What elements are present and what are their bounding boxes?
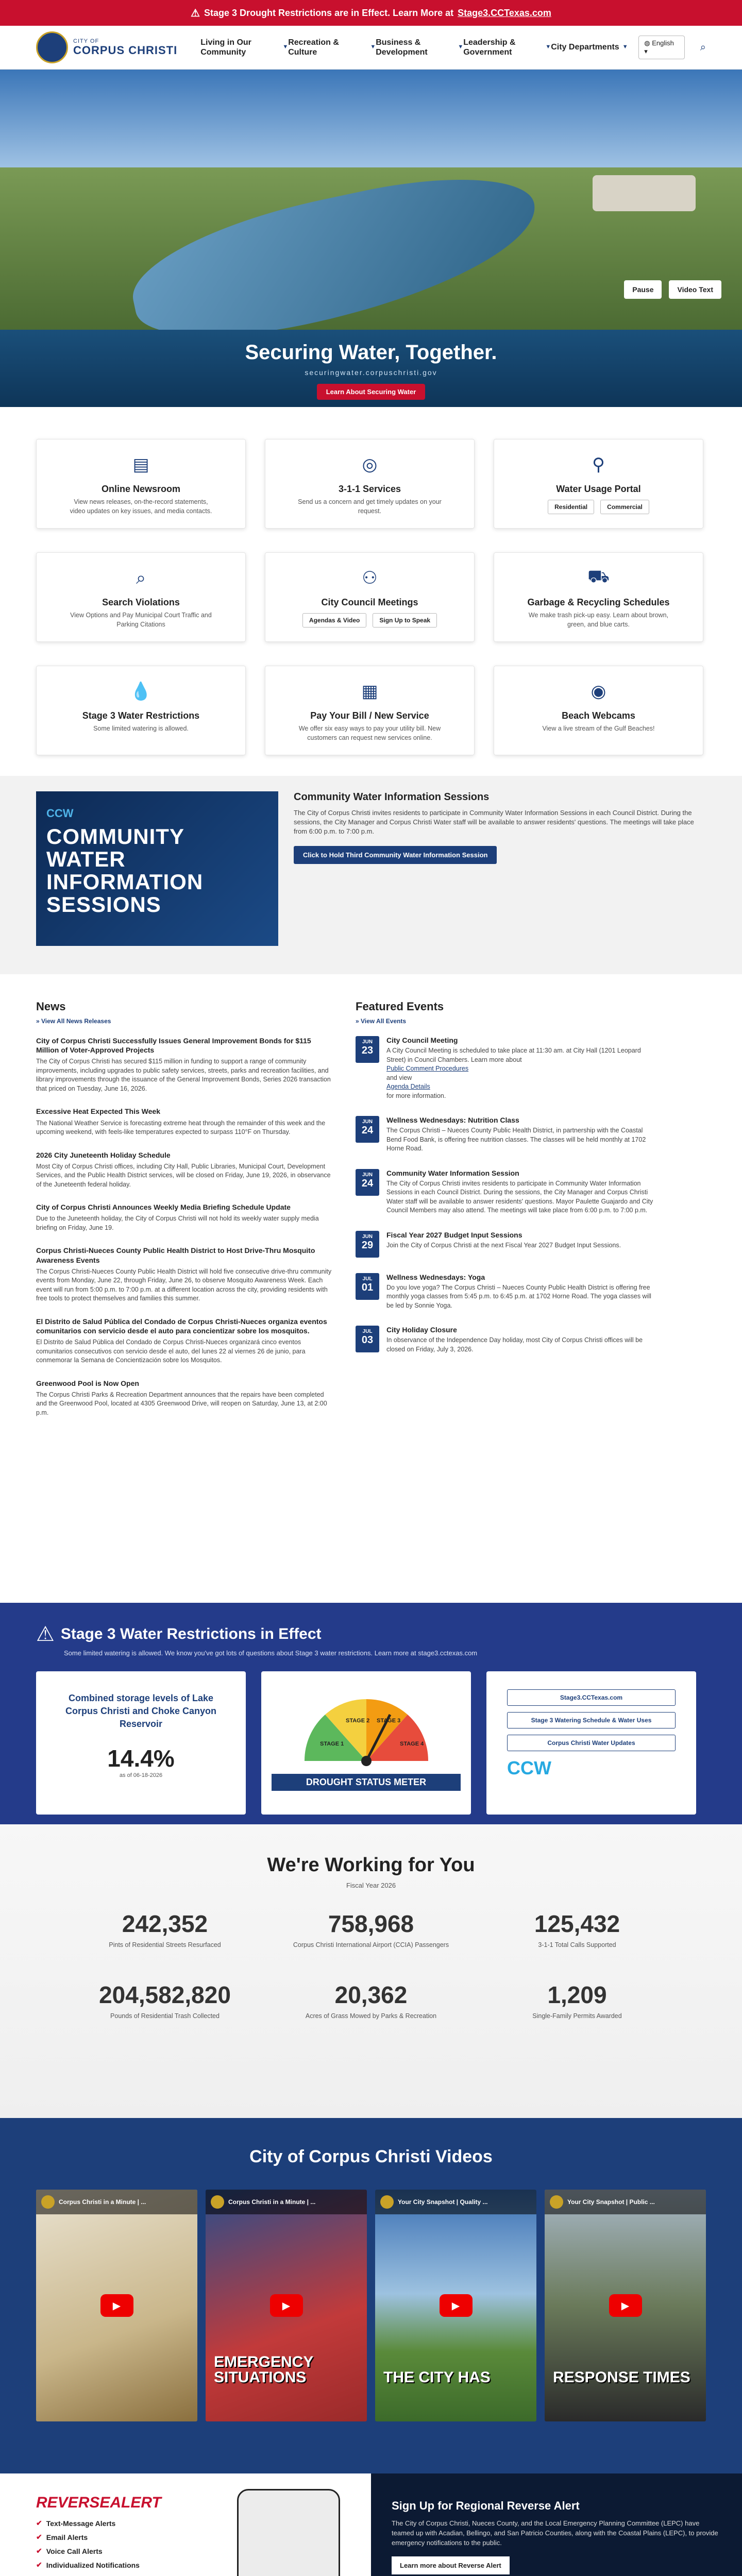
stage3-links-card [486,1671,696,1815]
video-header [36,2190,197,2214]
main-nav [200,38,638,57]
news-title[interactable]: Corpus Christi-Nueces County Public Health District to Host Drive-Thru Mosquito Awareness Events [36,1246,315,1264]
event-date [356,1326,379,1352]
event-title[interactable]: City Council Meeting [386,1036,458,1044]
event-date [356,1169,379,1196]
water-url: securingwater.corpuschristi.gov [305,368,437,377]
news-events-section [0,974,742,1603]
stage3-site-link[interactable]: Stage3.CCTexas.com [507,1689,676,1706]
faucet-icon: ⚲ [592,455,605,474]
stat-item [268,1910,474,1950]
video-title: Corpus Christi in a Minute | ... [59,2198,146,2206]
fiscal-year-label: Fiscal Year 2026 [346,1882,396,1889]
check-icon: ✔ [36,2547,42,2555]
news-title[interactable]: Greenwood Pool is Now Open [36,1379,139,1387]
meeting-icon: ⚇ [362,568,378,588]
nav-item-living[interactable] [200,38,288,57]
card-311-services[interactable] [265,439,475,529]
video-title: Your City Snapshot | Quality ... [398,2198,488,2206]
community-session-button[interactable]: Click to Hold Third Community Water Information Session [294,846,497,864]
bill-icon: ▦ [361,682,378,701]
card-title: Search Violations [102,597,180,607]
event-day: 01 [361,1281,374,1293]
newspaper-icon: ▤ [132,455,149,474]
stat-item [474,1981,680,2021]
reverse-alert-button[interactable]: Learn more about Reverse Alert [392,2556,510,2574]
card-water-usage [494,439,703,529]
news-item[interactable] [36,1317,335,1365]
event-date [356,1231,379,1258]
stat-value: 758,968 [328,1910,414,1937]
chevron-down-icon: ▼ [458,44,464,50]
video-card[interactable] [545,2190,706,2421]
news-title[interactable]: Excessive Heat Expected This Week [36,1107,160,1116]
event-body: In observance of the Independence Day holiday, most City of Corpus Christi offices will be closed on Friday, July 3, 2026. [386,1336,643,1353]
feature-label: Individualized Notifications [46,2561,140,2569]
check-icon: ✔ [36,2519,42,2527]
community-water-image [36,791,278,946]
event-item[interactable] [356,1169,654,1215]
video-header [375,2190,536,2214]
news-item[interactable] [36,1150,335,1190]
public-comment-link[interactable]: Public Comment Procedures [386,1065,469,1072]
alert-banner [0,0,742,26]
stat-value: 242,352 [122,1910,208,1937]
nav-item-departments[interactable] [551,38,638,57]
channel-avatar [550,2195,563,2209]
video-card[interactable] [36,2190,197,2421]
card-city-council [265,552,475,642]
reverse-alert-logo: REVERSEALERT [36,2494,161,2511]
hero-video [0,70,742,330]
card-title: 3-1-1 Services [338,484,401,494]
commercial-button[interactable]: Commercial [600,500,649,514]
stage3-subtitle: Some limited watering is allowed. We know you've got lots of questions about Stage 3 water restrictions. Learn more at stage3.cctexas.com [64,1649,478,1657]
event-body: Do you love yoga? The Corpus Christi – Nueces County Public Health District is offering free monthly yoga classes from 5:45 p.m. to 6:45 p.m. at 1702 Horne Road. The yoga classes will be led by Sonnie Yoga. [386,1283,651,1309]
event-title[interactable]: Wellness Wednesdays: Nutrition Class [386,1116,519,1124]
card-title: Beach Webcams [562,710,635,721]
nav-label: City Departments [551,43,619,52]
nav-label: Leadership & Government [463,38,516,57]
event-body: The City of Corpus Christi invites residents to participate in Community Water Information Sessions in each Council District. During the sessions, the City Manager and Corpus Christi Water staff will be available to answer residents' questions. Mayor Paulette Guajardo and City Council Members may also attend. The meetings will take place from 6:00 p.m. to 7:00 p.m. [386,1179,653,1214]
video-text-button[interactable]: Video Text [669,280,721,299]
video-title: Corpus Christi in a Minute | ... [228,2198,316,2206]
stat-value: 125,432 [534,1910,620,1937]
stat-label: 3-1-1 Total Calls Supported [538,1941,616,1948]
card-online-newsroom[interactable] [36,439,246,529]
agenda-details-link[interactable]: Agenda Details [386,1083,430,1090]
warning-icon: ⚠ [191,7,200,19]
card-garbage-recycling[interactable] [494,552,703,642]
card-desc: View news releases, on-the-record statements, video updates on key issues, and media contacts. [70,498,212,515]
video-caption: EMERGENCY SITUATIONS [214,2353,313,2386]
stage3-section [0,1603,742,1824]
check-icon: ✔ [36,2561,42,2569]
nav-item-recreation[interactable] [288,38,376,57]
video-header [206,2190,367,2214]
news-title[interactable]: City of Corpus Christi Successfully Issues General Improvement Bonds for $115 Million of Voter-Approved Projects [36,1037,311,1055]
stage3-title: Stage 3 Water Restrictions in Effect [60,1625,322,1642]
gauge-stage-label: STAGE 4 [399,1741,424,1747]
news-title[interactable]: City of Corpus Christi Announces Weekly Media Briefing Schedule Update [36,1203,291,1212]
stat-item [474,1910,680,1950]
water-title: Securing Water, Together. [245,341,497,364]
events-column [356,1000,654,1603]
card-search-violations[interactable] [36,552,246,642]
video-card[interactable] [206,2190,367,2421]
event-title[interactable]: Fiscal Year 2027 Budget Input Sessions [386,1230,522,1239]
securing-water-banner [0,330,742,407]
hero-sky [0,70,742,167]
drought-meter-card [261,1671,471,1815]
event-day: 03 [361,1334,374,1346]
event-body: A City Council Meeting is scheduled to take place at 11:30 am. at City Hall (1201 Leopard Street) in Council Chambers. Learn more about [386,1047,641,1063]
news-body: The National Weather Service is forecasting extreme heat through the remainder of this week and the upcoming weekend, with feels-like temperatures expected to surpass 110°F on Thursday. [36,1119,326,1136]
nav-item-business[interactable] [376,38,463,57]
view-all-news-link[interactable]: » View All News Releases [36,1018,111,1025]
event-day: 24 [361,1177,374,1189]
sign-up-speak-button[interactable]: Sign Up to Speak [373,613,437,628]
lake-levels-value: 14.4% [107,1744,175,1772]
play-icon[interactable]: ▶ [100,2294,133,2317]
news-item[interactable] [36,1107,335,1137]
stat-item [268,1981,474,2021]
nav-label: Recreation & Culture [288,38,339,57]
card-desc: Some limited watering is allowed. [93,725,189,732]
residential-button[interactable]: Residential [548,500,594,514]
event-item[interactable] [356,1116,654,1154]
community-desc: The City of Corpus Christi invites residents to participate in Community Water Information Sessions in each Council District. During the sessions, the City Manager and Corpus Christi Water staff will be available to answer residents' questions. The meetings will take place from 6:00 p.m. to 7:00 p.m. [294,809,694,836]
news-item[interactable] [36,1036,335,1093]
video-card[interactable] [375,2190,536,2421]
event-month: JUN [362,1039,373,1045]
logo-small-text: CITY OF [73,38,99,44]
events-heading: Featured Events [356,1000,444,1013]
videos-title: City of Corpus Christi Videos [249,2147,493,2166]
stat-item [62,1910,268,1950]
feature-label: Email Alerts [46,2533,88,2541]
event-month: JUN [362,1119,373,1125]
alert-link[interactable]: Stage3.CCTexas.com [458,7,551,18]
service-cards [0,407,742,776]
play-icon[interactable]: ▶ [440,2294,473,2317]
event-month: JUN [362,1233,373,1240]
stat-value: 1,209 [547,1981,607,2008]
learn-water-button[interactable]: Learn About Securing Water [317,384,426,400]
news-body: Most City of Corpus Christi offices, including City Hall, Public Libraries, Municipal Court, Development Services, and the Public Health District services, will be closed on Friday, June 19, 2026, in observance of the Juneteenth federal holiday. [36,1162,331,1188]
agendas-video-button[interactable]: Agendas & Video [302,613,366,628]
channel-avatar [211,2195,224,2209]
news-title[interactable]: El Distrito de Salud Pública del Condado de Corpus Christi-Nueces organiza eventos comunitarios con servicio desde el auto para concientizar sobre los mosquitos. [36,1317,327,1335]
stat-label: Pounds of Residential Trash Collected [110,2012,220,2020]
truck-icon: ⛟ [587,567,610,586]
stat-label: Single-Family Permits Awarded [532,2012,622,2020]
water-updates-link[interactable]: Corpus Christi Water Updates [507,1735,676,1751]
event-title[interactable]: Community Water Information Session [386,1168,519,1177]
alert-text: Stage 3 Drought Restrictions are in Effect. Learn More at [204,7,454,18]
event-date [356,1273,379,1300]
card-pay-bill[interactable] [265,666,475,755]
nav-label: Living in Our Community [200,38,251,57]
news-body: The Corpus Christi Parks & Recreation Department announces that the repairs have been completed and the Greenwood Pool, located at 4305 Greenwood Drive, will reopen on Saturday, June 13, at 2:00 p.m. [36,1391,327,1416]
event-item[interactable] [356,1273,654,1311]
drop-icon: 💧 [130,682,152,701]
event-item[interactable] [356,1231,654,1258]
language-label: English [652,39,674,47]
warning-icon: ⚠ [36,1623,55,1646]
gauge-stage-label: STAGE 1 [319,1741,344,1747]
event-item[interactable] [356,1036,654,1100]
gauge-stage-label: STAGE 2 [345,1718,369,1724]
hero-pavilion [593,175,696,211]
chevron-down-icon: ▼ [370,44,376,50]
reverse-alert-title: Sign Up for Regional Reverse Alert [392,2499,580,2512]
search-doc-icon: ⌕ [136,568,146,588]
site-logo[interactable] [36,31,200,63]
news-item[interactable] [36,1246,335,1303]
search-icon[interactable]: ⌕ [700,41,706,53]
event-date [356,1116,379,1143]
ccw-logo: CCW [507,1757,551,1778]
news-heading: News [36,1000,66,1013]
feature-label: Voice Call Alerts [46,2547,103,2555]
chevron-down-icon: ▼ [545,44,551,50]
feature-label: Text-Message Alerts [46,2519,116,2528]
news-title[interactable]: 2026 City Juneteenth Holiday Schedule [36,1150,171,1159]
channel-avatar [380,2195,394,2209]
card-title: Stage 3 Water Restrictions [82,710,200,721]
event-title[interactable]: Wellness Wednesdays: Yoga [386,1273,485,1281]
card-title: Garbage & Recycling Schedules [527,597,670,607]
event-month: JUL [362,1329,373,1334]
drought-gauge [289,1684,444,1766]
news-body: El Distrito de Salud Pública del Condado de Corpus Christi-Nueces organizará cinco eventos comunitarios consecutivos con servicio desde el auto, del lunes 22 al viernes 26 de junio, para conmemorar la Semana de Concientización sobre los Mosquitos. [36,1338,306,1364]
channel-avatar [41,2195,55,2209]
working-for-you-section [0,1824,742,2118]
stat-value: 204,582,820 [99,1981,231,2008]
news-body: Due to the Juneteenth holiday, the City of Corpus Christi will not hold its weekly water supply media briefing on Friday, June 19. [36,1215,319,1231]
play-icon[interactable]: ▶ [270,2294,303,2317]
globe-icon: ◍ [644,39,652,47]
watering-schedule-link[interactable]: Stage 3 Watering Schedule & Water Uses [507,1712,676,1728]
phone-illustration [237,2489,340,2576]
card-desc: We offer six easy ways to pay your utility bill. New customers can request new services online. [298,725,441,741]
event-item[interactable] [356,1326,654,1354]
video-header [545,2190,706,2214]
videos-section [0,2118,742,2473]
city-seal [36,31,68,63]
news-item[interactable] [36,1379,335,1418]
play-icon[interactable]: ▶ [609,2294,642,2317]
video-caption: THE CITY HAS [383,2369,491,2386]
ccw-logo: CCW [46,807,74,820]
reverse-alert-section [0,2473,742,2576]
event-body-mid: and view [386,1074,412,1081]
card-desc: View Options and Pay Municipal Court Traffic and Parking Citations [70,612,212,628]
lake-levels-date: as of 06-18-2026 [119,1772,163,1778]
stat-label: Corpus Christi International Airport (CCIA) Passengers [293,1941,449,1948]
news-body: The City of Corpus Christi has secured $115 million in funding to support a range of community improvements, including upgrades to public safety services, streets, parks and recreation facilities, and library improvements through the issuance of the General Improvement Bonds, Series 2026 transaction that priced on Tuesday, June 16, 2026. [36,1058,331,1092]
stat-item [62,1981,268,2021]
event-day: 23 [361,1045,374,1056]
event-day: 29 [361,1239,374,1251]
card-title: City Council Meetings [321,597,418,607]
pause-button[interactable]: Pause [624,280,662,299]
nav-item-leadership[interactable] [463,38,551,57]
event-body-end: for more information. [386,1092,446,1099]
card-desc: View a live stream of the Gulf Beaches! [542,725,655,732]
event-day: 24 [361,1125,374,1136]
event-title[interactable]: City Holiday Closure [386,1326,457,1334]
site-header [0,26,742,70]
working-title: We're Working for You [267,1854,475,1876]
card-stage3-water[interactable] [36,666,246,755]
community-title: Community Water Information Sessions [294,791,490,803]
card-desc: We make trash pick-up easy. Learn about brown, green, and blue carts. [528,612,669,628]
stat-value: 20,362 [334,1981,408,2008]
view-all-events-link[interactable]: » View All Events [356,1018,407,1025]
chevron-down-icon: ▼ [282,44,289,50]
camera-icon: ◉ [591,682,606,701]
check-icon: ✔ [36,2533,42,2541]
card-title: Online Newsroom [101,484,181,494]
logo-big-text: CORPUS CHRISTI [73,44,178,57]
news-item[interactable] [36,1202,335,1232]
event-body: The Corpus Christi – Nueces County Public Health District, in partnership with the Coastal Bend Food Bank, is offering free nutrition classes. The classes will be held monthly at 1702 Horne Road. [386,1127,646,1152]
chevron-down-icon: ▼ [622,44,628,50]
community-image-title: COMMUNITY WATER INFORMATION SESSIONS [46,824,204,917]
gauge-stage-label: STAGE 3 [376,1718,400,1724]
card-desc: Send us a concern and get timely updates on your request. [298,498,442,515]
reverse-alert-desc: The City of Corpus Christi, Nueces County, and the Local Emergency Planning Committee (LEPC) have teamed up with Acadian, Bellingo, and San Patricio Counties, along with the Coastal Plains (LEPC), to provide emergency notifications to the public. [392,2519,718,2547]
card-title: Water Usage Portal [556,484,641,494]
311-icon: ◎ [362,455,378,474]
drought-meter-label: DROUGHT STATUS METER [272,1774,461,1791]
lake-levels-card [36,1671,246,1815]
event-date [356,1036,379,1063]
event-month: JUN [362,1172,373,1178]
news-column [36,1000,335,1603]
video-caption: RESPONSE TIMES [553,2369,690,2386]
community-water-section [0,776,742,974]
lake-levels-title: Combined storage levels of Lake Corpus Christi and Choke Canyon Reservoir [65,1693,217,1730]
stat-label: Pints of Residential Streets Resurfaced [109,1941,221,1948]
language-select[interactable]: ◍ English ▾ [638,36,685,59]
nav-label: Business & Development [376,38,428,57]
event-body: Join the City of Corpus Christi at the next Fiscal Year 2027 Budget Input Sessions. [386,1241,621,1249]
video-title: Your City Snapshot | Public ... [567,2198,655,2206]
stat-label: Acres of Grass Mowed by Parks & Recreation [305,2012,437,2020]
card-title: Pay Your Bill / New Service [310,710,429,721]
event-month: JUL [362,1276,373,1282]
news-body: The Corpus Christi-Nueces County Public Health District will hold five consecutive drive-thru community events from Monday, June 22, through Friday, June 26, to observe Mosquito Awareness Week. Each event will run from 5:00 p.m. to 7:00 p.m. at a different location across the city, providing residents with free tools to protect themselves and families this summer. [36,1267,332,1302]
card-beach-webcams[interactable] [494,666,703,755]
